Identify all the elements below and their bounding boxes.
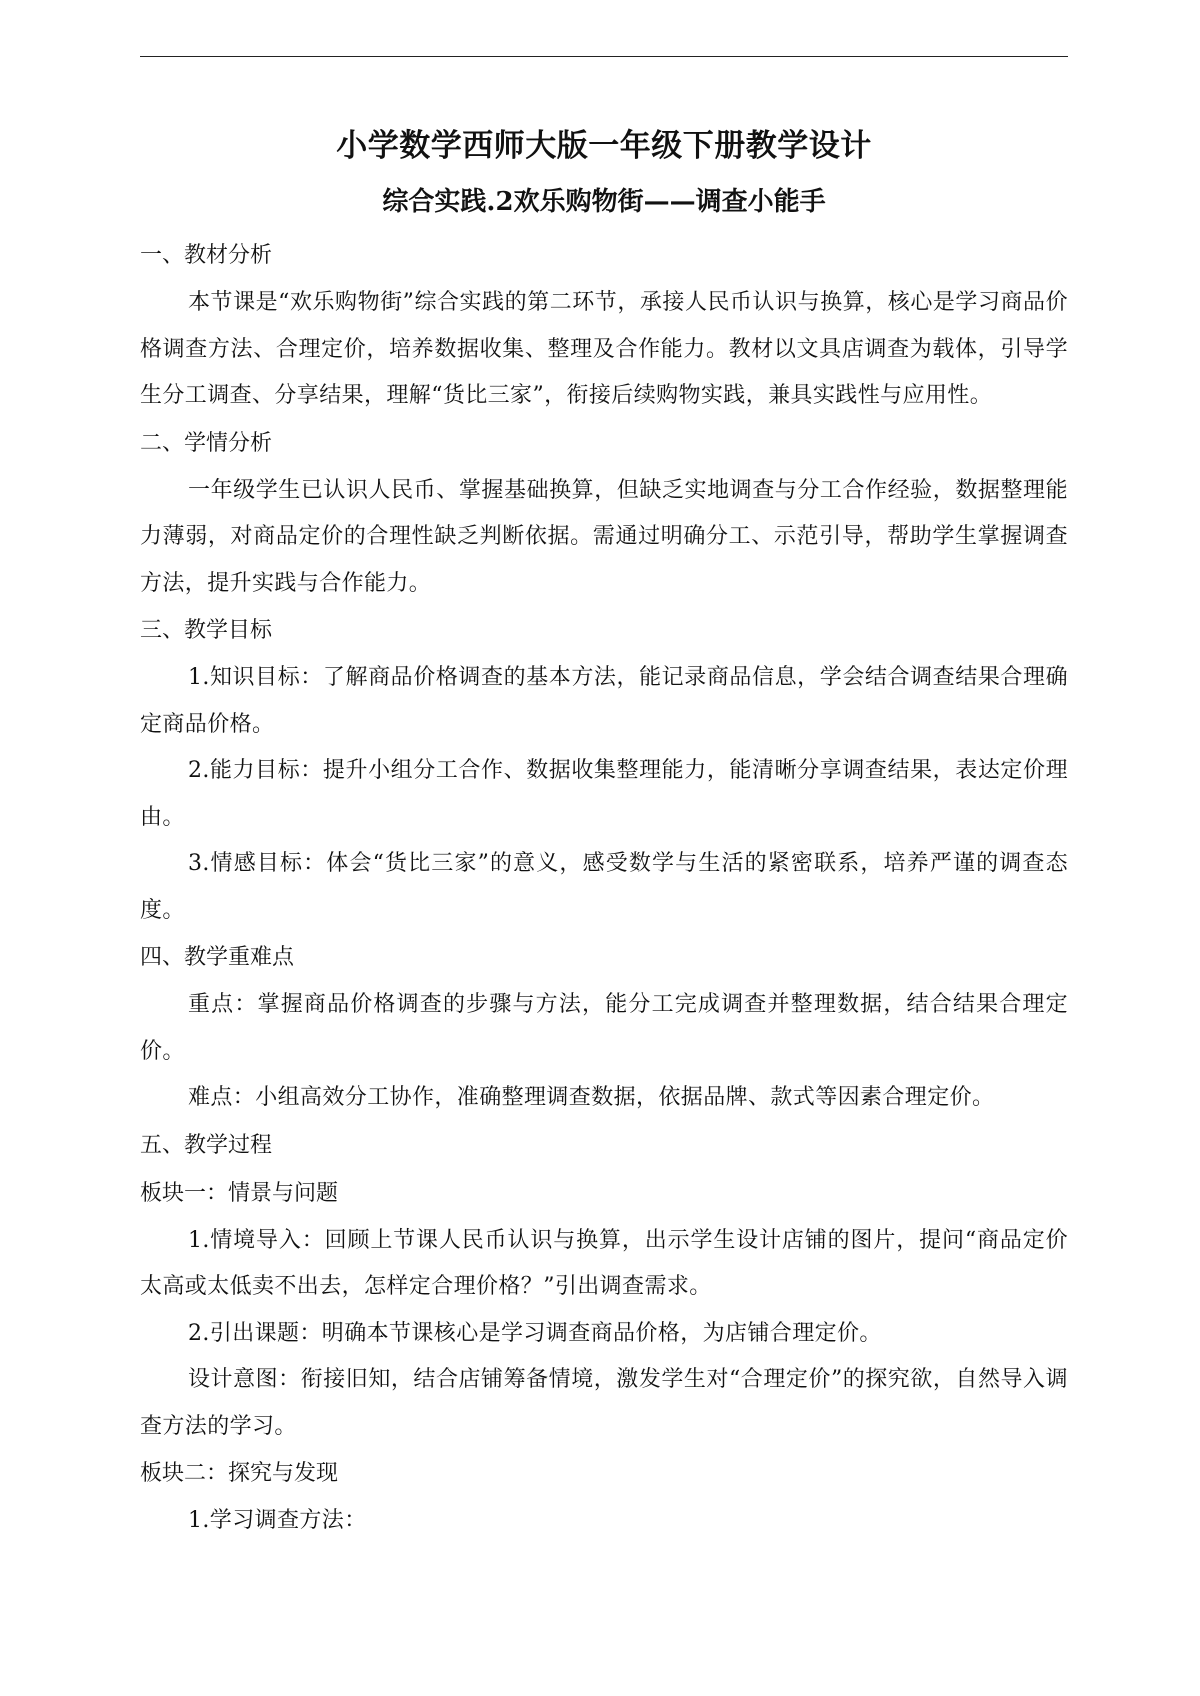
key-point: 重点：掌握商品价格调查的步骤与方法，能分工完成调查并整理数据，结合结果合理定价。 [140, 992, 1068, 1064]
header-rule [140, 56, 1068, 57]
goal-emotion: 3.情感目标：体会“货比三家”的意义，感受数学与生活的紧密联系，培养严谨的调查态度。 [140, 851, 1068, 923]
process-topic-intro: 2.引出课题：明确本节课核心是学习调查商品价格，为店铺合理定价。 [188, 1320, 882, 1346]
paragraph-student-analysis: 一年级学生已认识人民币、掌握基础换算，但缺乏实地调查与分工合作经验，数据整理能力薄弱，对商品定价的合理性缺乏判断依据。需通过明确分工、示范引导，帮助学生掌握调查方法，提升实践与合作能力。 [140, 477, 1068, 596]
goal-knowledge: 1.知识目标：了解商品价格调查的基本方法，能记录商品信息，学会结合调查结果合理确定商品价格。 [140, 665, 1068, 737]
process-scene-intro: 1.情境导入：回顾上节课人民币认识与换算，出示学生设计店铺的图片，提问“商品定价太高或太低卖不出去，怎样定合理价格？”引出调查需求。 [140, 1227, 1068, 1299]
difficult-point: 难点：小组高效分工协作，准确整理调查数据，依据品牌、款式等因素合理定价。 [188, 1085, 995, 1110]
section-heading-student-analysis: 二、学情分析 [140, 430, 273, 456]
block-heading-scene-question: 板块一：情景与问题 [140, 1180, 339, 1206]
process-design-intent: 设计意图：衔接旧知，结合店铺筹备情境，激发学生对“合理定价”的探究欲，自然导入调查方法的学习。 [140, 1367, 1068, 1439]
document-body [140, 116, 1068, 1545]
document-subtitle: 综合实践.2欢乐购物街——调查小能手 [382, 187, 826, 217]
section-heading-teaching-goals: 三、教学目标 [140, 618, 273, 643]
process-learn-survey-method: 1.学习调查方法： [188, 1508, 367, 1533]
block-heading-explore-discover: 板块二：探究与发现 [140, 1461, 339, 1486]
paragraph-textbook-analysis: 本节课是“欢乐购物街”综合实践的第二环节，承接人民币认识与换算，核心是学习商品价格调查方法、合理定价，培养数据收集、整理及合作能力。教材以文具店调查为载体，引导学生分工调查、分享结果，理解“货比三家”，衔接后续购物实践，兼具实践性与应用性。 [140, 290, 1068, 408]
document-title: 小学数学西师大版一年级下册教学设计 [336, 128, 872, 164]
section-heading-key-difficult-points: 四、教学重难点 [140, 945, 295, 970]
goal-ability: 2.能力目标：提升小组分工合作、数据收集整理能力，能清晰分享调查结果，表达定价理由。 [140, 758, 1068, 830]
section-heading-teaching-process: 五、教学过程 [140, 1132, 273, 1158]
section-heading-textbook-analysis: 一、教材分析 [140, 243, 273, 268]
